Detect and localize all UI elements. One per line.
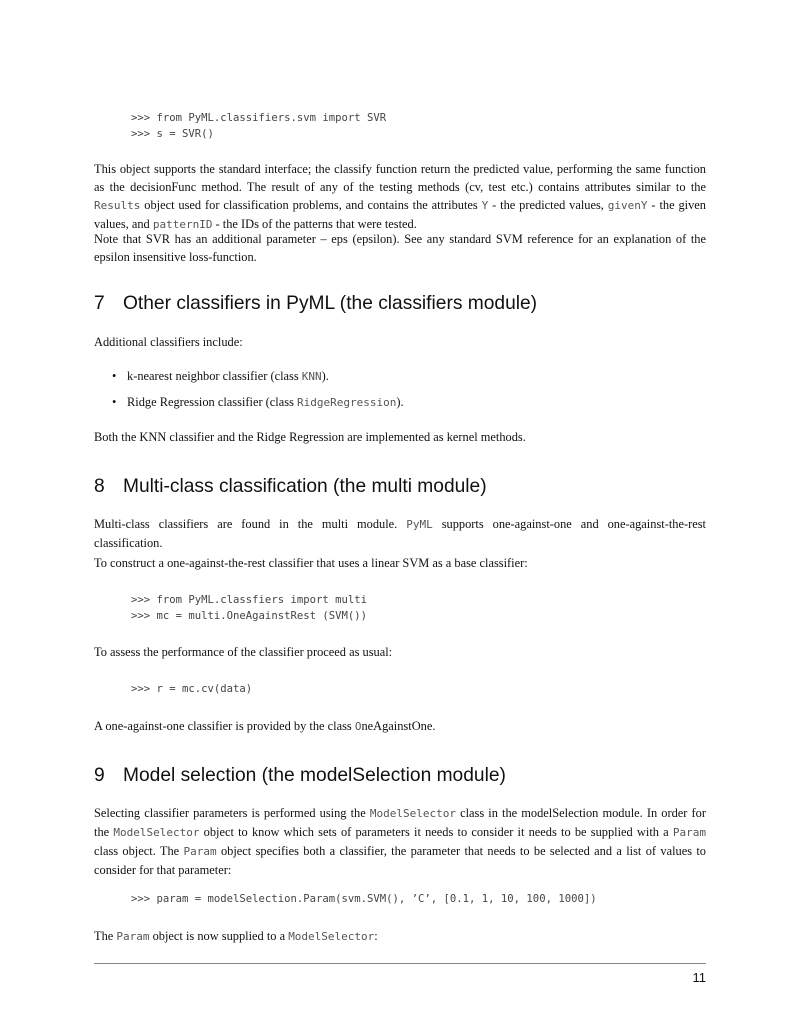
paragraph-one-against-one: A one-against-one classifier is provided by the class OneAgainstOne. <box>94 719 436 733</box>
footer-rule <box>94 963 706 964</box>
paragraph-kernel-methods: Both the KNN classifier and the Ridge Regression are implemented as kernel methods. <box>94 430 526 444</box>
document-page: >>> from PyML.classifiers.svm import SVR >>> s = SVR() This object supports the standard interface; the classify function return the predicted value, performing the same function as the decisionFunc method. The result of any of the testing methods (cv, test etc.) contains attributes similar to the Results object used for classification problems, and contains the attributes Y - the predicted values, givenY - the given values, and patternID - the IDs of the patterns that were tested. Note that SVR has an additional parameter – eps (epsilon). See any standard SVM reference for an explanation of the epsilon insensitive loss-function. 7 Other classifiers in PyML (the classifiers module) Additional classifiers include: • k-nearest neighbor classifier (class KNN). • Ridge Regression classifier (class RidgeRegression). Both the KNN classifier and the Ridge Regression are implemented as kernel methods. 8 Multi-class classification (the multi module) Multi-class classifiers are found in the multi module. PyML supports one-against-one and one-against-the-rest classification. To construct a one-against-the-rest classifier that uses a linear SVM as a base classifier: >>> from PyML.classfiers import multi >>> mc = multi.OneAgainstRest (SVM()) To assess the performance of the classifier proceed as usual: >>> r = mc.cv(data) A one-against-one classifier is provided by the class OneAgainstOne. 9 Model selection (the modelSelection module) Selecting classifier parameters is performed using the ModelSelector class in the modelSelection module. In order for the ModelSelector object to know which sets of parameters it needs to consider it needs to be supplied with a Param class object. The Param object specifies both a classifier, the parameter that needs to be selected and a list of values to consider for that parameter: >>> param = modelSelection.Param(svm.SVM(), ’C’, [0.1, 1, 10, 100, 1000]) The Param object is now supplied to a ModelSelector: 11 <box>94 112 707 985</box>
page-number: 11 <box>692 970 706 985</box>
bullet-icon: • <box>112 369 117 383</box>
paragraph-param-supplied: The Param object is now supplied to a ModelSelector: <box>94 929 378 943</box>
section-heading-7: 7 Other classifiers in PyML (the classifiers module) <box>94 293 538 314</box>
code-line: >>> mc = multi.OneAgainstRest (SVM()) <box>131 609 367 622</box>
bullet-icon: • <box>112 395 117 409</box>
paragraph-one-against-rest: To construct a one-against-the-rest classifier that uses a linear SVM as a base classifier: <box>94 556 528 570</box>
code-line: >>> from PyML.classfiers import multi <box>131 594 367 606</box>
paragraph-svr-interface: This object supports the standard interface; the classify function return the predicted value, performing the same function as the decisionFunc method. The result of any of the testing methods (cv, test etc.) contains attributes similar to the Results object used for classification problems, and contains the attributes Y - the predicted values, givenY - the given values, and patternID - the IDs of the patterns that were tested. <box>94 162 706 231</box>
code-line: >>> r = mc.cv(data) <box>131 683 253 695</box>
paragraph-svr-eps: Note that SVR has an additional parameter – eps (epsilon). See any standard SVM reference for an explanation of the epsilon insensitive loss-function. <box>94 232 706 264</box>
code-block-cv <box>131 682 252 698</box>
code-block-multi <box>131 593 367 624</box>
code-line: >>> from PyML.classifiers.svm import SVR <box>131 112 387 124</box>
paragraph-multi-class: Multi-class classifiers are found in the multi module. PyML supports one-against-one and one-against-the-rest classification. <box>94 517 706 550</box>
code-line: >>> s = SVR() <box>131 127 214 140</box>
paragraph-assess-performance: To assess the performance of the classifier proceed as usual: <box>94 645 393 659</box>
paragraph-additional-classifiers: Additional classifiers include: <box>94 335 243 349</box>
code-line: >>> param = modelSelection.Param(svm.SVM(), ’C’, [0.1, 1, 10, 100, 1000]) <box>131 893 597 905</box>
section-heading-9: 9 Model selection (the modelSelection module) <box>94 765 506 786</box>
code-block-param <box>131 892 597 908</box>
section-heading-8: 8 Multi-class classification (the multi module) <box>94 476 487 497</box>
paragraph-model-selector: Selecting classifier parameters is performed using the ModelSelector class in the modelSelection module. In order for the ModelSelector object to know which sets of parameters it needs to consider it needs to be supplied with a Param class object. The Param object specifies both a classifier, the parameter that needs to be selected and a list of values to consider for that parameter: <box>94 806 707 877</box>
code-block-svr-import <box>131 111 386 142</box>
